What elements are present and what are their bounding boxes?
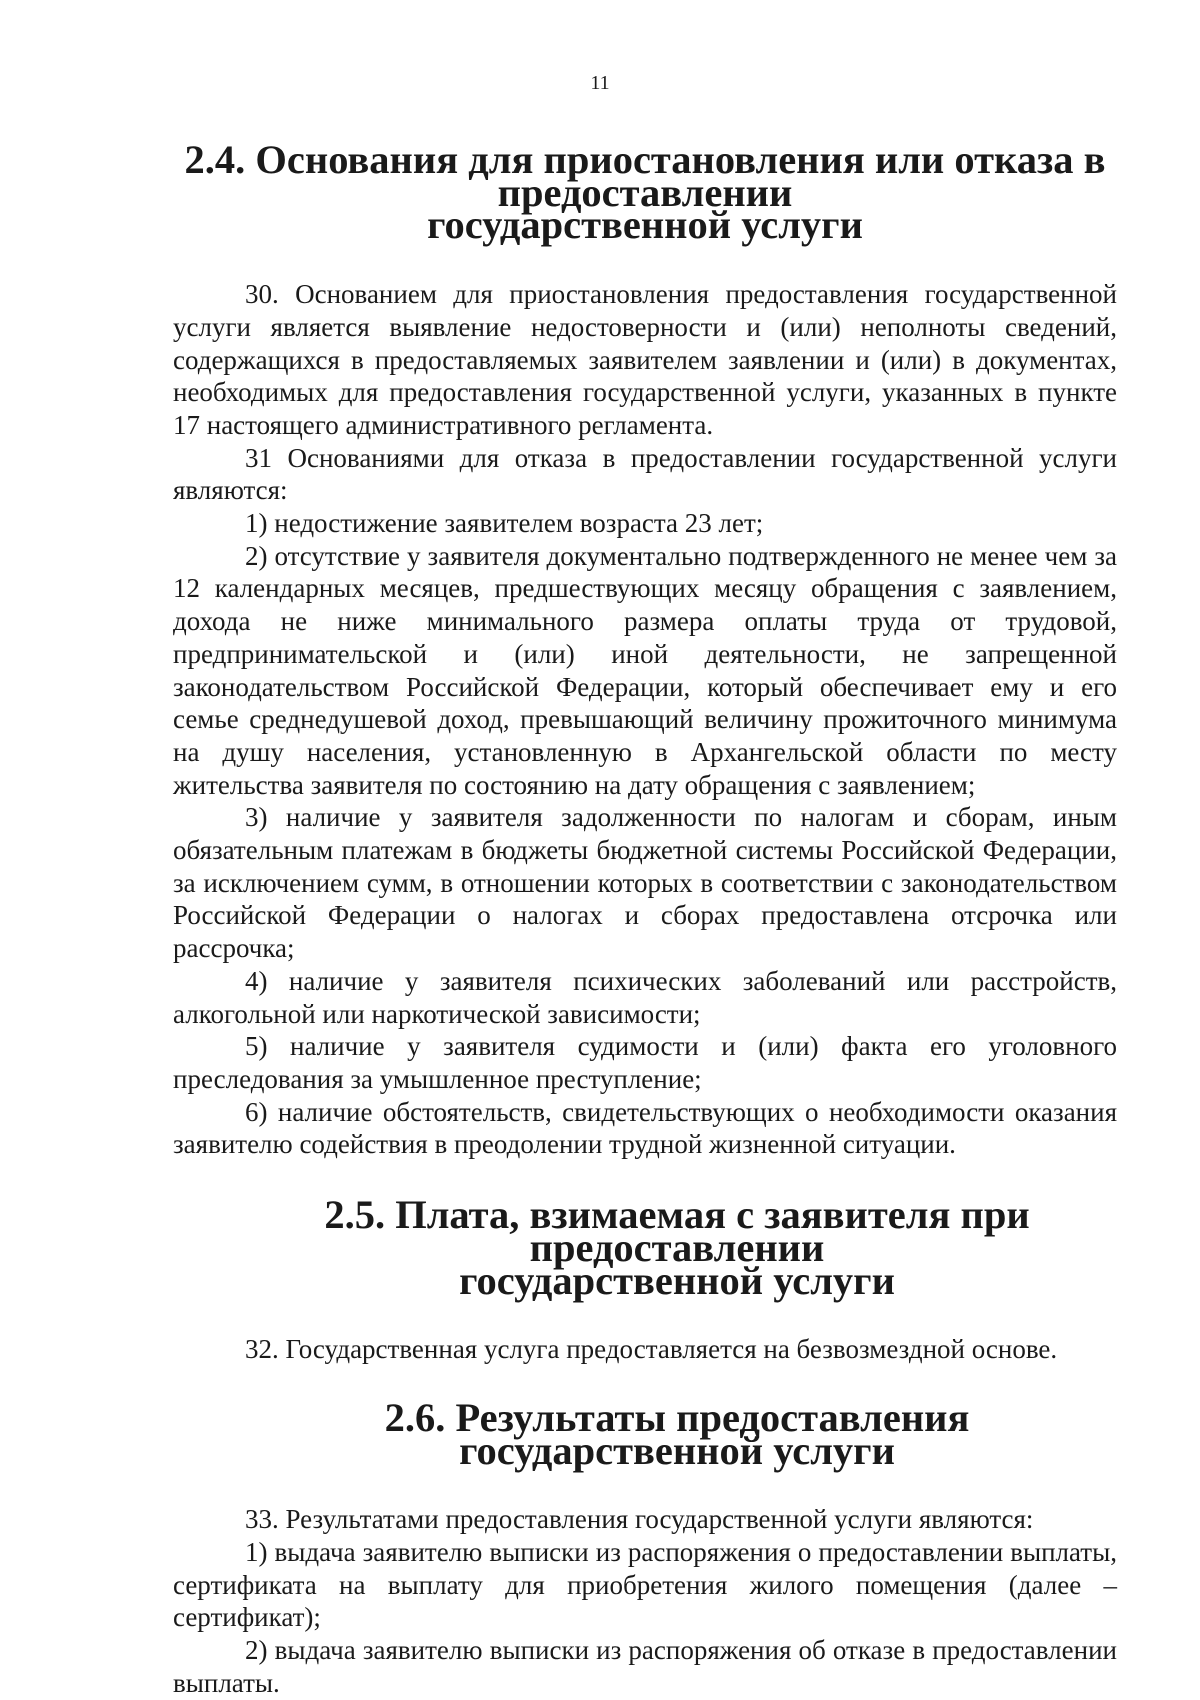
list-item-33-2: 2) выдача заявителю выписки из распоряжения об отказе в предоставлении выплаты. [173,1635,1117,1698]
heading-line: 2.4. Основания для приостановления или отказа в предоставлении [184,137,1106,215]
heading-line: государственной услуги [427,202,863,248]
section-heading-2-5 [173,1192,1117,1303]
page-number: 11 [590,72,610,94]
heading-line: государственной услуги [459,1257,895,1303]
list-item-31-3: 3) наличие у заявителя задолженности по налогам и сборам, иным обязательным платежам в бюджеты бюджетной системы Российской Федерации, за исключением сумм, в отношении которых в соответствии с законодательством Российской Федерации о налогах и сборах предоставлена отсрочка или рассрочка; [173,802,1117,964]
list-item-31-6: 6) наличие обстоятельств, свидетельствующих о необходимости оказания заявителю содействия в преодолении трудной жизненной ситуации. [173,1096,1117,1160]
paragraph-33: 33. Результатами предоставления государственной услуги являются: [245,1504,1034,1535]
heading-line: 2.5. Плата, взимаемая с заявителя при предоставлении [324,1192,1030,1270]
list-item-33-1: 1) выдача заявителю выписки из распоряжения о предоставлении выплаты, сертификата на выплату для приобретения жилого помещения (далее – сертификат); [173,1537,1117,1633]
list-item-31-5: 5) наличие у заявителя судимости и (или) факта его уголовного преследования за умышленное преступление; [173,1031,1117,1094]
list-item-31-4: 4) наличие у заявителя психических заболеваний или расстройств, алкогольной или наркотической зависимости; [173,965,1117,1029]
paragraph-31: 31 Основаниями для отказа в предоставлении государственной услуги являются: [173,442,1117,506]
list-item-31-2: 2) отсутствие у заявителя документально подтвержденного не менее чем за 12 календарных месяцев, предшествующих месяцу обращения с заявлением, дохода не ниже минимального размера оплаты труда от трудовой, предпринимательской и (или) иной деятельности, не запрещенной законодательством Российской Федерации, который обеспечивает ему и его семье среднедушевой доход, превышающий величину прожиточного минимума на душу населения, установленную в Архангельской области по месту жительства заявителя по состоянию на дату обращения с заявлением; [173,540,1117,800]
paragraph-30: 30. Основанием для приостановления предоставления государственной услуги является выявление недостоверности и (или) неполноты сведений, содержащихся в предоставляемых заявителем заявлении и (или) в документах, необходимых для предоставления государственной услуги, указанных в пункте 17 настоящего административного регламента. [173,279,1117,440]
heading-line: 2.6. Результаты предоставления государственной услуги [384,1394,970,1473]
section-heading-2-6 [173,1394,1117,1473]
section-heading-2-4 [173,137,1117,248]
list-item-31-1: 1) недостижение заявителем возраста 23 лет; [245,508,764,539]
document-body [173,137,1117,1700]
paragraph-32: 32. Государственная услуга предоставляется на безвозмездной основе. [245,1334,1058,1365]
